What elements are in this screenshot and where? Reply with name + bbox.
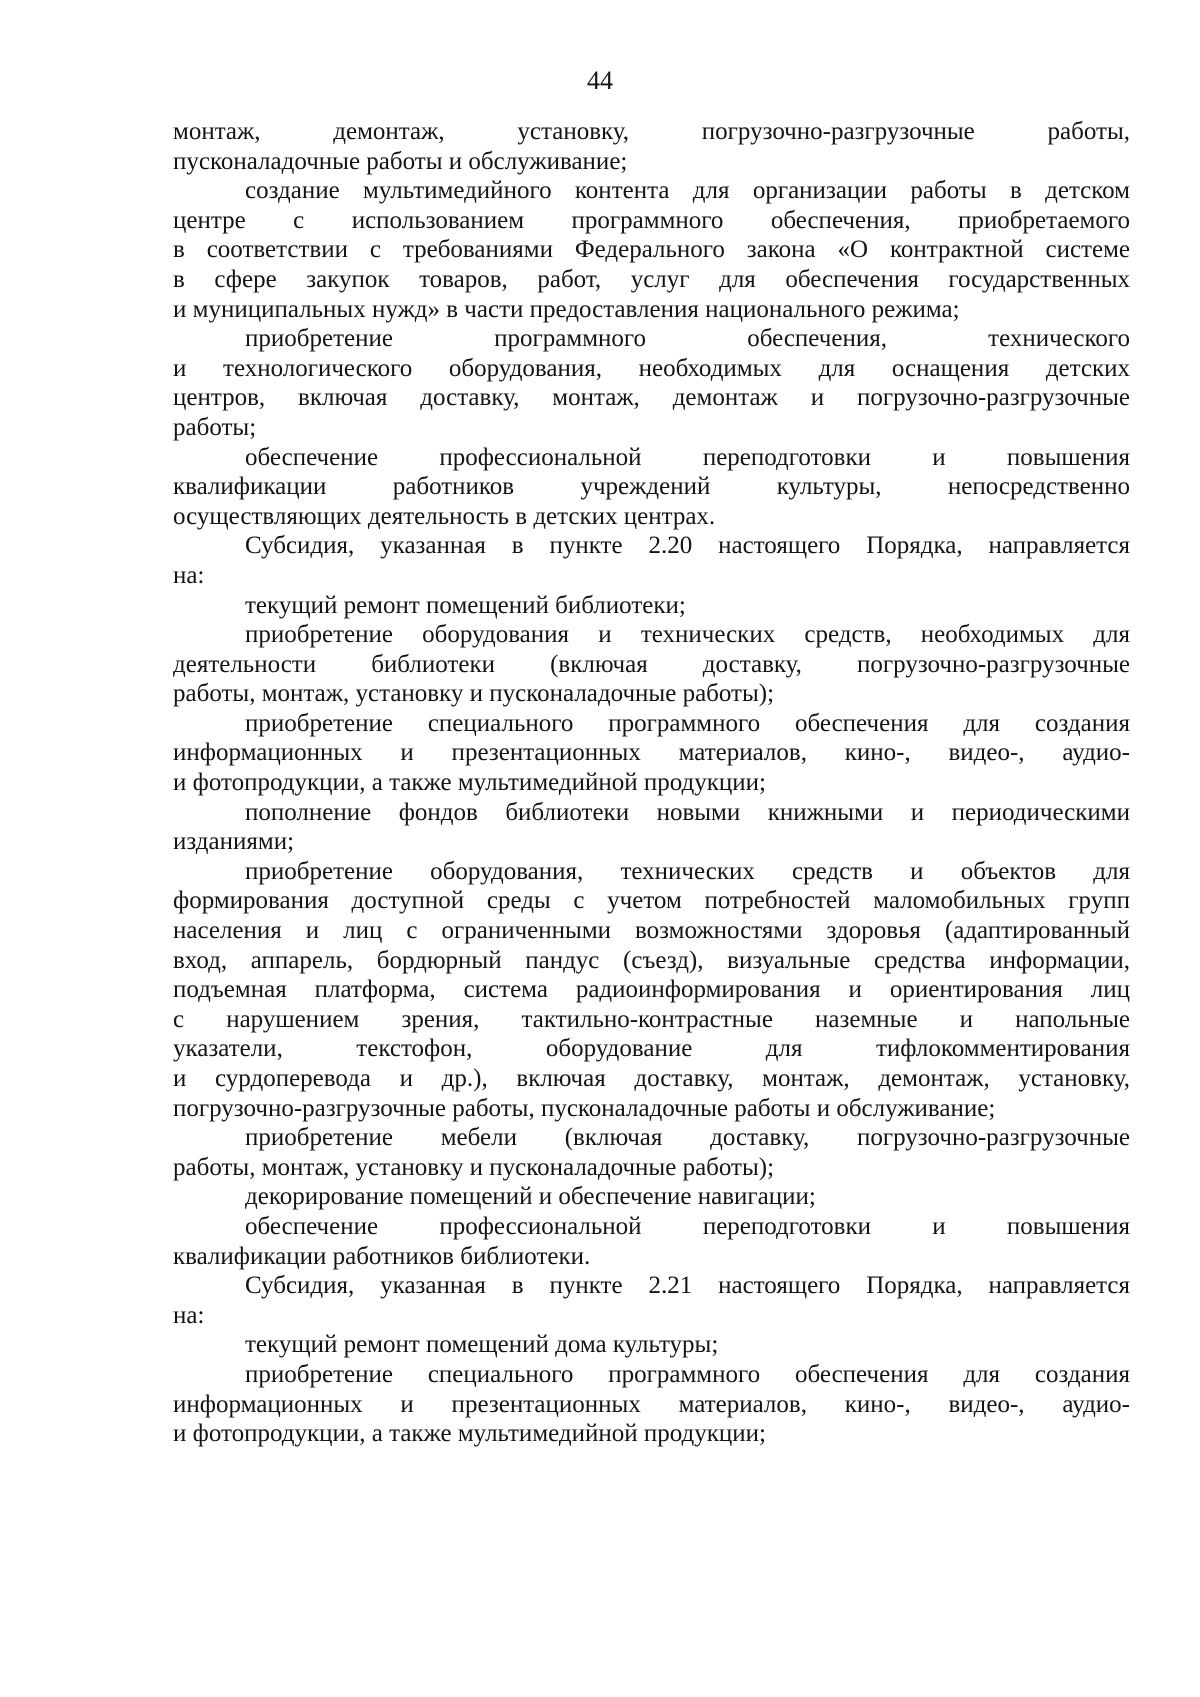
text-line: и технологического оборудования, необходимых для оснащения детских: [173, 354, 1130, 382]
text-line: информационных и презентационных материалов, кино-, видео-, аудио-: [173, 1390, 1130, 1418]
text-line: приобретение специального программного обеспечения для создания: [245, 709, 1130, 737]
text-line: Субсидия, указанная в пункте 2.21 настоящего Порядка, направляется: [245, 1272, 1130, 1300]
text-line: центре с использованием программного обеспечения, приобретаемого: [173, 206, 1130, 234]
text-line: обеспечение профессиональной переподготовки и повышения: [245, 443, 1130, 471]
text-line: работы, монтаж, установку и пусконаладочные работы);: [173, 1153, 775, 1181]
text-line: на:: [173, 1301, 205, 1329]
document-body: [173, 117, 1130, 1449]
text-line: в соответствии с требованиями Федерального закона «О контрактной системе: [173, 236, 1130, 264]
text-line: пусконаладочные работы и обслуживание;: [173, 147, 628, 175]
text-line: создание мультимедийного контента для организации работы в детском: [245, 177, 1130, 205]
text-line: указатели, текстофон, оборудование для тифлокомментирования: [173, 1035, 1130, 1063]
text-line: и сурдоперевода и др.), включая доставку, монтаж, демонтаж, установку,: [173, 1065, 1130, 1092]
text-line: работы, монтаж, установку и пусконаладочные работы);: [173, 680, 775, 708]
text-line: декорирование помещений и обеспечение навигации;: [245, 1183, 816, 1211]
text-line: осуществляющих деятельность в детских центрах.: [173, 502, 716, 530]
text-line: населения и лиц с ограниченными возможностями здоровья (адаптированный: [173, 917, 1130, 945]
text-line: вход, аппарель, бордюрный пандус (съезд), визуальные средства информации,: [173, 946, 1130, 974]
text-line: деятельности библиотеки (включая доставку, погрузочно-разгрузочные: [173, 650, 1130, 678]
text-line: квалификации работников библиотеки.: [173, 1242, 591, 1270]
text-line: текущий ремонт помещений дома культуры;: [245, 1331, 719, 1359]
text-line: в сфере закупок товаров, работ, услуг для обеспечения государственных: [173, 265, 1130, 293]
text-line: информационных и презентационных материалов, кино-, видео-, аудио-: [173, 739, 1130, 767]
text-line: пополнение фондов библиотеки новыми книжными и периодическими: [245, 798, 1130, 826]
text-line: на:: [173, 561, 205, 589]
text-line: с нарушением зрения, тактильно-контрастные наземные и напольные: [173, 1005, 1130, 1033]
text-line: подъемная платформа, система радиоинформирования и ориентирования лиц: [173, 976, 1130, 1004]
text-line: квалификации работников учреждений культуры, непосредственно: [173, 473, 1130, 501]
text-line: погрузочно-разгрузочные работы, пусконаладочные работы и обслуживание;: [173, 1094, 996, 1122]
text-line: изданиями;: [173, 828, 295, 856]
text-line: работы;: [173, 413, 257, 441]
text-line: и фотопродукции, а также мультимедийной продукции;: [173, 769, 766, 797]
text-line: центров, включая доставку, монтаж, демонтаж и погрузочно-разгрузочные: [173, 384, 1130, 412]
text-line: обеспечение профессиональной переподготовки и повышения: [245, 1212, 1130, 1240]
text-line: и муниципальных нужд» в части предоставления национального режима;: [173, 295, 960, 323]
text-line: приобретение программного обеспечения, технического: [245, 325, 1130, 353]
page-number: 44: [587, 66, 613, 95]
text-line: приобретение оборудования, технических средств и объектов для: [245, 857, 1130, 885]
text-line: формирования доступной среды с учетом потребностей маломобильных групп: [173, 887, 1130, 915]
text-line: монтаж, демонтаж, установку, погрузочно-разгрузочные работы,: [173, 118, 1130, 145]
text-line: и фотопродукции, а также мультимедийной продукции;: [173, 1420, 766, 1448]
text-line: Субсидия, указанная в пункте 2.20 настоящего Порядка, направляется: [245, 532, 1130, 560]
text-line: приобретение оборудования и технических средств, необходимых для: [245, 621, 1130, 649]
text-line: приобретение специального программного обеспечения для создания: [245, 1360, 1130, 1388]
text-line: приобретение мебели (включая доставку, погрузочно-разгрузочные: [245, 1124, 1130, 1152]
text-line: текущий ремонт помещений библиотеки;: [245, 591, 686, 619]
